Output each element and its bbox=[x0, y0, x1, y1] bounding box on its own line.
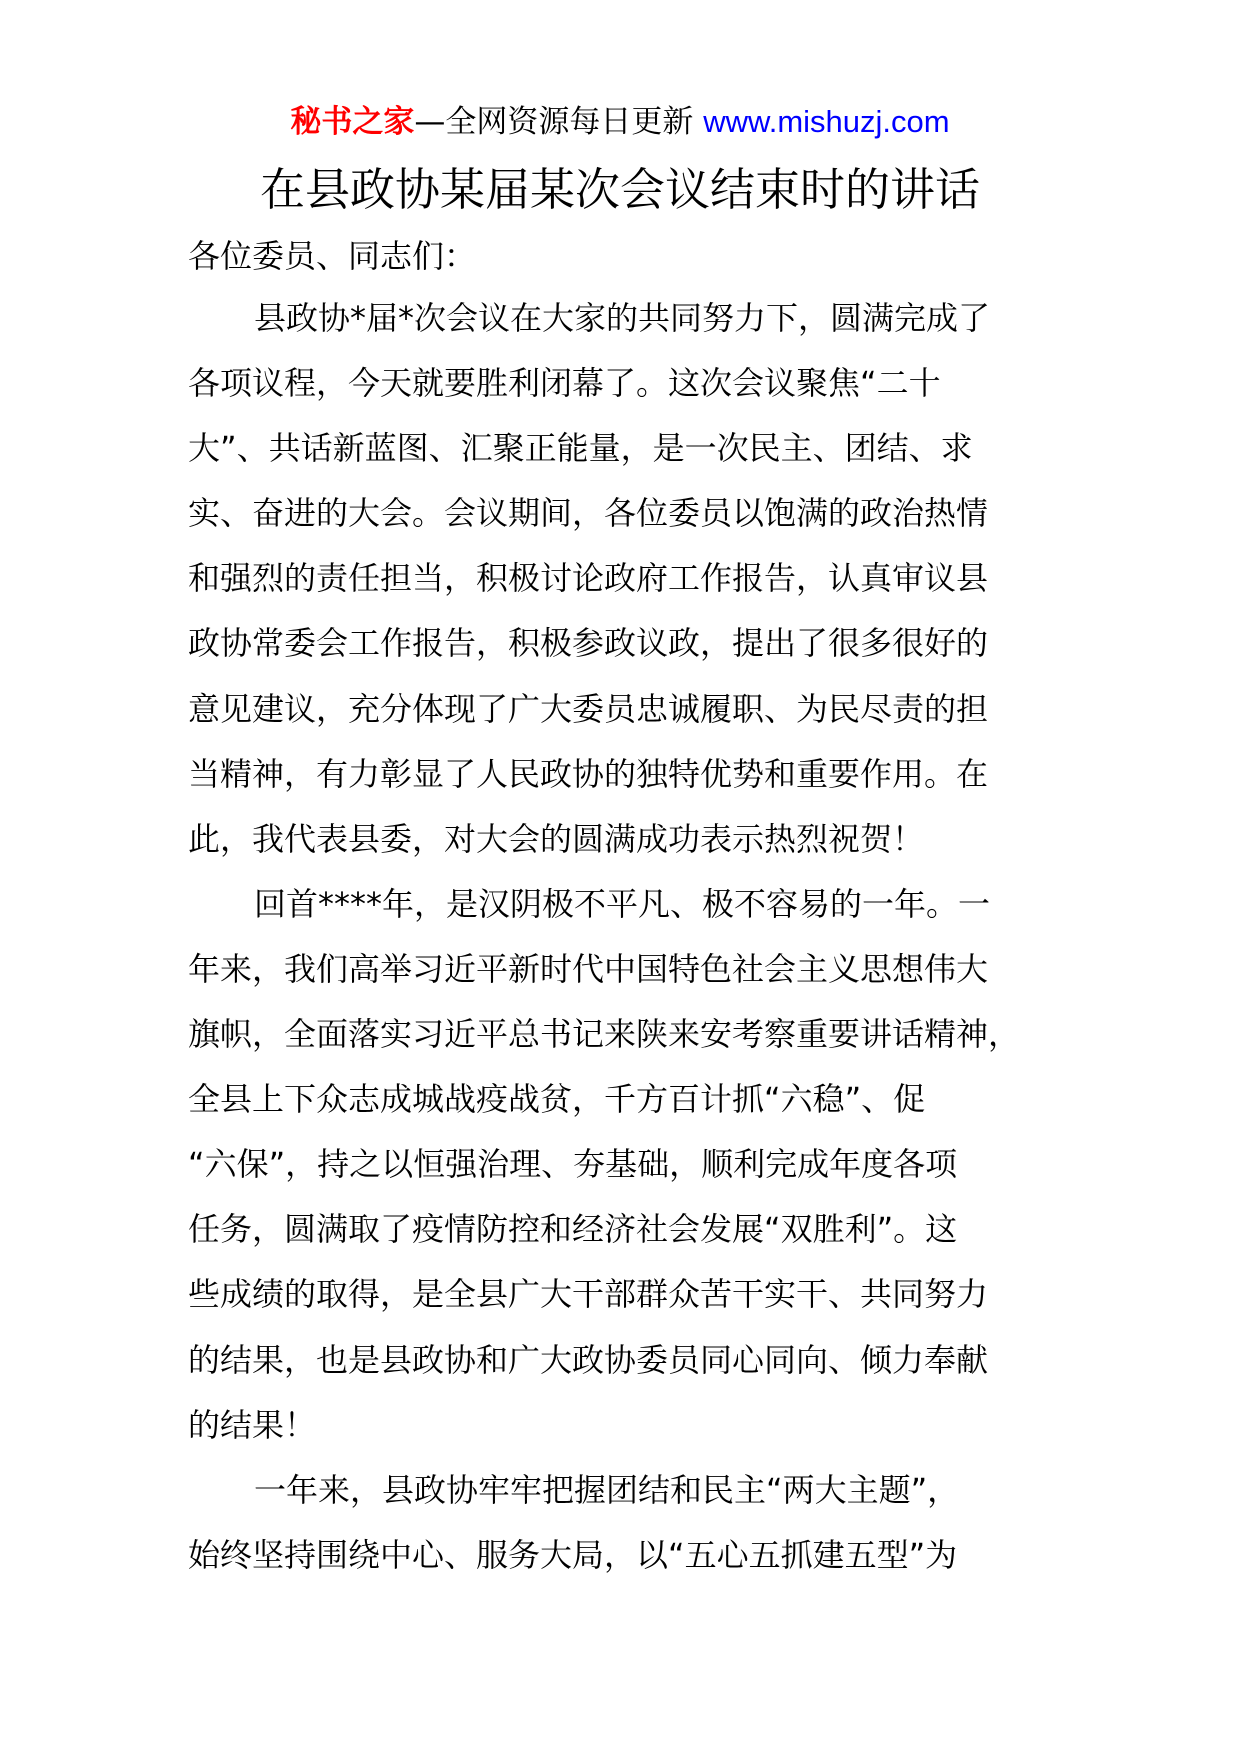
text-line: 县政协*届*次会议在大家的共同努力下，圆满完成了 bbox=[254, 299, 991, 337]
body-lines bbox=[188, 294, 1048, 1596]
text-line: 旗帜，全面落实习近平总书记来陕来安考察重要讲话精神， bbox=[188, 1015, 1021, 1054]
text-line: 回首****年，是汉阴极不平凡、极不容易的一年。一 bbox=[254, 884, 991, 923]
document-body bbox=[188, 232, 1048, 1596]
text-line: 些成绩的取得，是全县广大干部群众苦干实干、共同努力 bbox=[188, 1275, 989, 1314]
site-brand: 秘书之家 bbox=[290, 104, 415, 140]
text-line: “六保”，持之以恒强治理、夯基础，顺利完成年度各项 bbox=[188, 1145, 958, 1184]
text-line: 任务，圆满取了疫情防控和经济社会发展“双胜利”。这 bbox=[188, 1210, 958, 1249]
text-line: 的结果，也是县政协和广大政协委员同心同向、倾力奉献 bbox=[188, 1340, 989, 1379]
text-line: 始终坚持围绕中心、服务大局，以“五心五抓建五型”为 bbox=[188, 1535, 958, 1574]
text-line: 年来，我们高举习近平新时代中国特色社会主义思想伟大 bbox=[188, 949, 989, 988]
site-tagline: —全网资源每日更新 bbox=[414, 104, 694, 140]
text-line: 各项议程，今天就要胜利闭幕了。这次会议聚焦“二十 bbox=[188, 364, 941, 403]
site-url[interactable]: www.mishuzj.com bbox=[703, 104, 950, 139]
text-line: 实、奋进的大会。会议期间，各位委员以饱满的政治热情 bbox=[188, 494, 989, 533]
site-header bbox=[0, 100, 1240, 144]
text-line: 意见建议，充分体现了广大委员忠诚履职、为民尽责的担 bbox=[188, 689, 989, 728]
text-line: 政协常委会工作报告，积极参政议政，提出了很多很好的 bbox=[188, 624, 989, 663]
text-line: 全县上下众志成城战疫战贫，千方百计抓“六稳”、促 bbox=[188, 1080, 926, 1119]
text-line: 和强烈的责任担当，积极讨论政府工作报告，认真审议县 bbox=[188, 559, 989, 598]
text-line: 的结果！ bbox=[188, 1405, 317, 1444]
text-line: 大”、共话新蓝图、汇聚正能量，是一次民主、团结、求 bbox=[188, 429, 973, 468]
text-line: 当精神，有力彰显了人民政协的独特优势和重要作用。在 bbox=[188, 754, 989, 793]
document-title: 在县政协某届某次会议结束时的讲话 bbox=[259, 163, 980, 216]
text-line: 此，我代表县委，对大会的圆满成功表示热烈祝贺！ bbox=[188, 819, 925, 858]
salutation: 各位委员、同志们： bbox=[188, 237, 477, 275]
text-line: 一年来，县政协牢牢把握团结和民主“两大主题”， bbox=[254, 1470, 960, 1509]
